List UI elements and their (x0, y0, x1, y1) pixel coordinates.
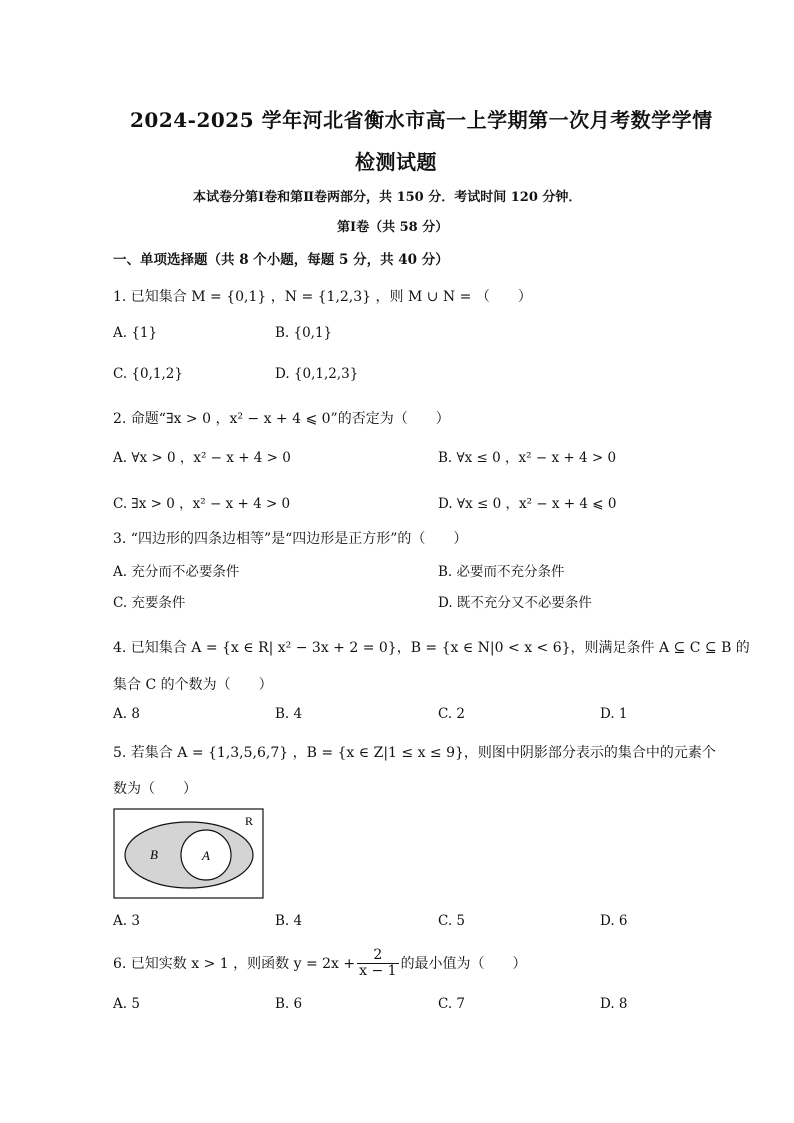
q1-stem: 1. 已知集合 M = {0,1} ，N = {1,2,3} ，则 M ∪ N = （ ） (113, 289, 532, 305)
document-title-line1: 2024-2025 学年河北省衡水市高一上学期第一次月考数学学情 (130, 108, 713, 132)
q5-stem-continued: 数为（ ） (113, 781, 197, 797)
q2-stem: 2. 命题“∃x > 0 ，x² − x + 4 ⩽ 0”的否定为（ ） (113, 411, 450, 427)
q3-stem: 3. “四边形的四条边相等”是“四边形是正方形”的（ ） (113, 531, 468, 547)
q3-option-d: D. 既不充分又不必要条件 (438, 595, 592, 611)
q4-option-c: C. 2 (438, 706, 466, 722)
venn-diagram (113, 808, 265, 900)
q1-option-c: C. {0,1,2} (113, 366, 183, 382)
part1-title: 第Ⅰ卷（共 58 分） (337, 220, 449, 235)
q5-option-d: D. 6 (600, 913, 628, 929)
q1-option-d: D. {0,1,2,3} (275, 366, 359, 382)
q2-option-d: D. ∀x ≤ 0 ，x² − x + 4 ⩽ 0 (438, 496, 617, 512)
q1-option-a: A. {1} (113, 325, 158, 341)
q4-option-d: D. 1 (600, 706, 628, 722)
document-title-line2: 检测试题 (355, 150, 437, 174)
q3-option-a: A. 充分而不必要条件 (113, 564, 240, 580)
q6-option-c: C. 7 (438, 996, 466, 1012)
q6-option-d: D. 8 (600, 996, 628, 1012)
q2-option-b: B. ∀x ≤ 0 ，x² − x + 4 > 0 (438, 450, 617, 466)
q6-fraction (357, 948, 398, 980)
exam-note: 本试卷分第Ⅰ卷和第Ⅱ卷两部分，共 150 分．考试时间 120 分钟． (193, 190, 582, 205)
q2-option-c: C. ∃x > 0 ，x² − x + 4 > 0 (113, 496, 291, 512)
q6-stem (113, 948, 527, 980)
q5-option-b: B. 4 (275, 913, 303, 929)
q6-fraction-numerator: 2 (357, 948, 398, 964)
q6-fraction-denominator: x − 1 (359, 963, 397, 980)
q5-option-c: C. 5 (438, 913, 466, 929)
q4-option-b: B. 4 (275, 706, 303, 722)
universe-label: R (245, 814, 254, 828)
q6-option-a: A. 5 (113, 996, 140, 1012)
q5-option-a: A. 3 (113, 913, 140, 929)
q4-option-a: A. 8 (113, 706, 140, 722)
q6-stem-start: 6. 已知实数 x > 1 ，则函数 y = 2x + (113, 955, 356, 972)
q4-stem-continued: 集合 C 的个数为（ ） (113, 677, 273, 693)
q3-option-c: C. 充要条件 (113, 595, 186, 611)
q2-option-a: A. ∀x > 0 ，x² − x + 4 > 0 (113, 450, 291, 466)
q6-option-b: B. 6 (275, 996, 303, 1012)
set-b-label: B (150, 847, 158, 862)
q3-option-b: B. 必要而不充分条件 (438, 564, 565, 580)
q5-stem: 5. 若集合 A = {1,3,5,6,7} ，B = {x ∈ Z|1 ≤ x ≤ 9}，则图中阴影部分表示的集合中的元素个 (113, 745, 716, 761)
q4-stem: 4. 已知集合 A = {x ∈ R| x² − 3x + 2 = 0}，B = {x ∈ N|0 < x < 6}，则满足条件 A ⊆ C ⊆ B 的 (113, 640, 750, 656)
set-a-label: A (202, 848, 210, 863)
q1-option-b: B. {0,1} (275, 325, 333, 341)
q6-stem-end: 的最小值为（ ） (400, 955, 527, 972)
section1-title: 一、单项选择题（共 8 个小题，每题 5 分，共 40 分） (113, 252, 449, 268)
